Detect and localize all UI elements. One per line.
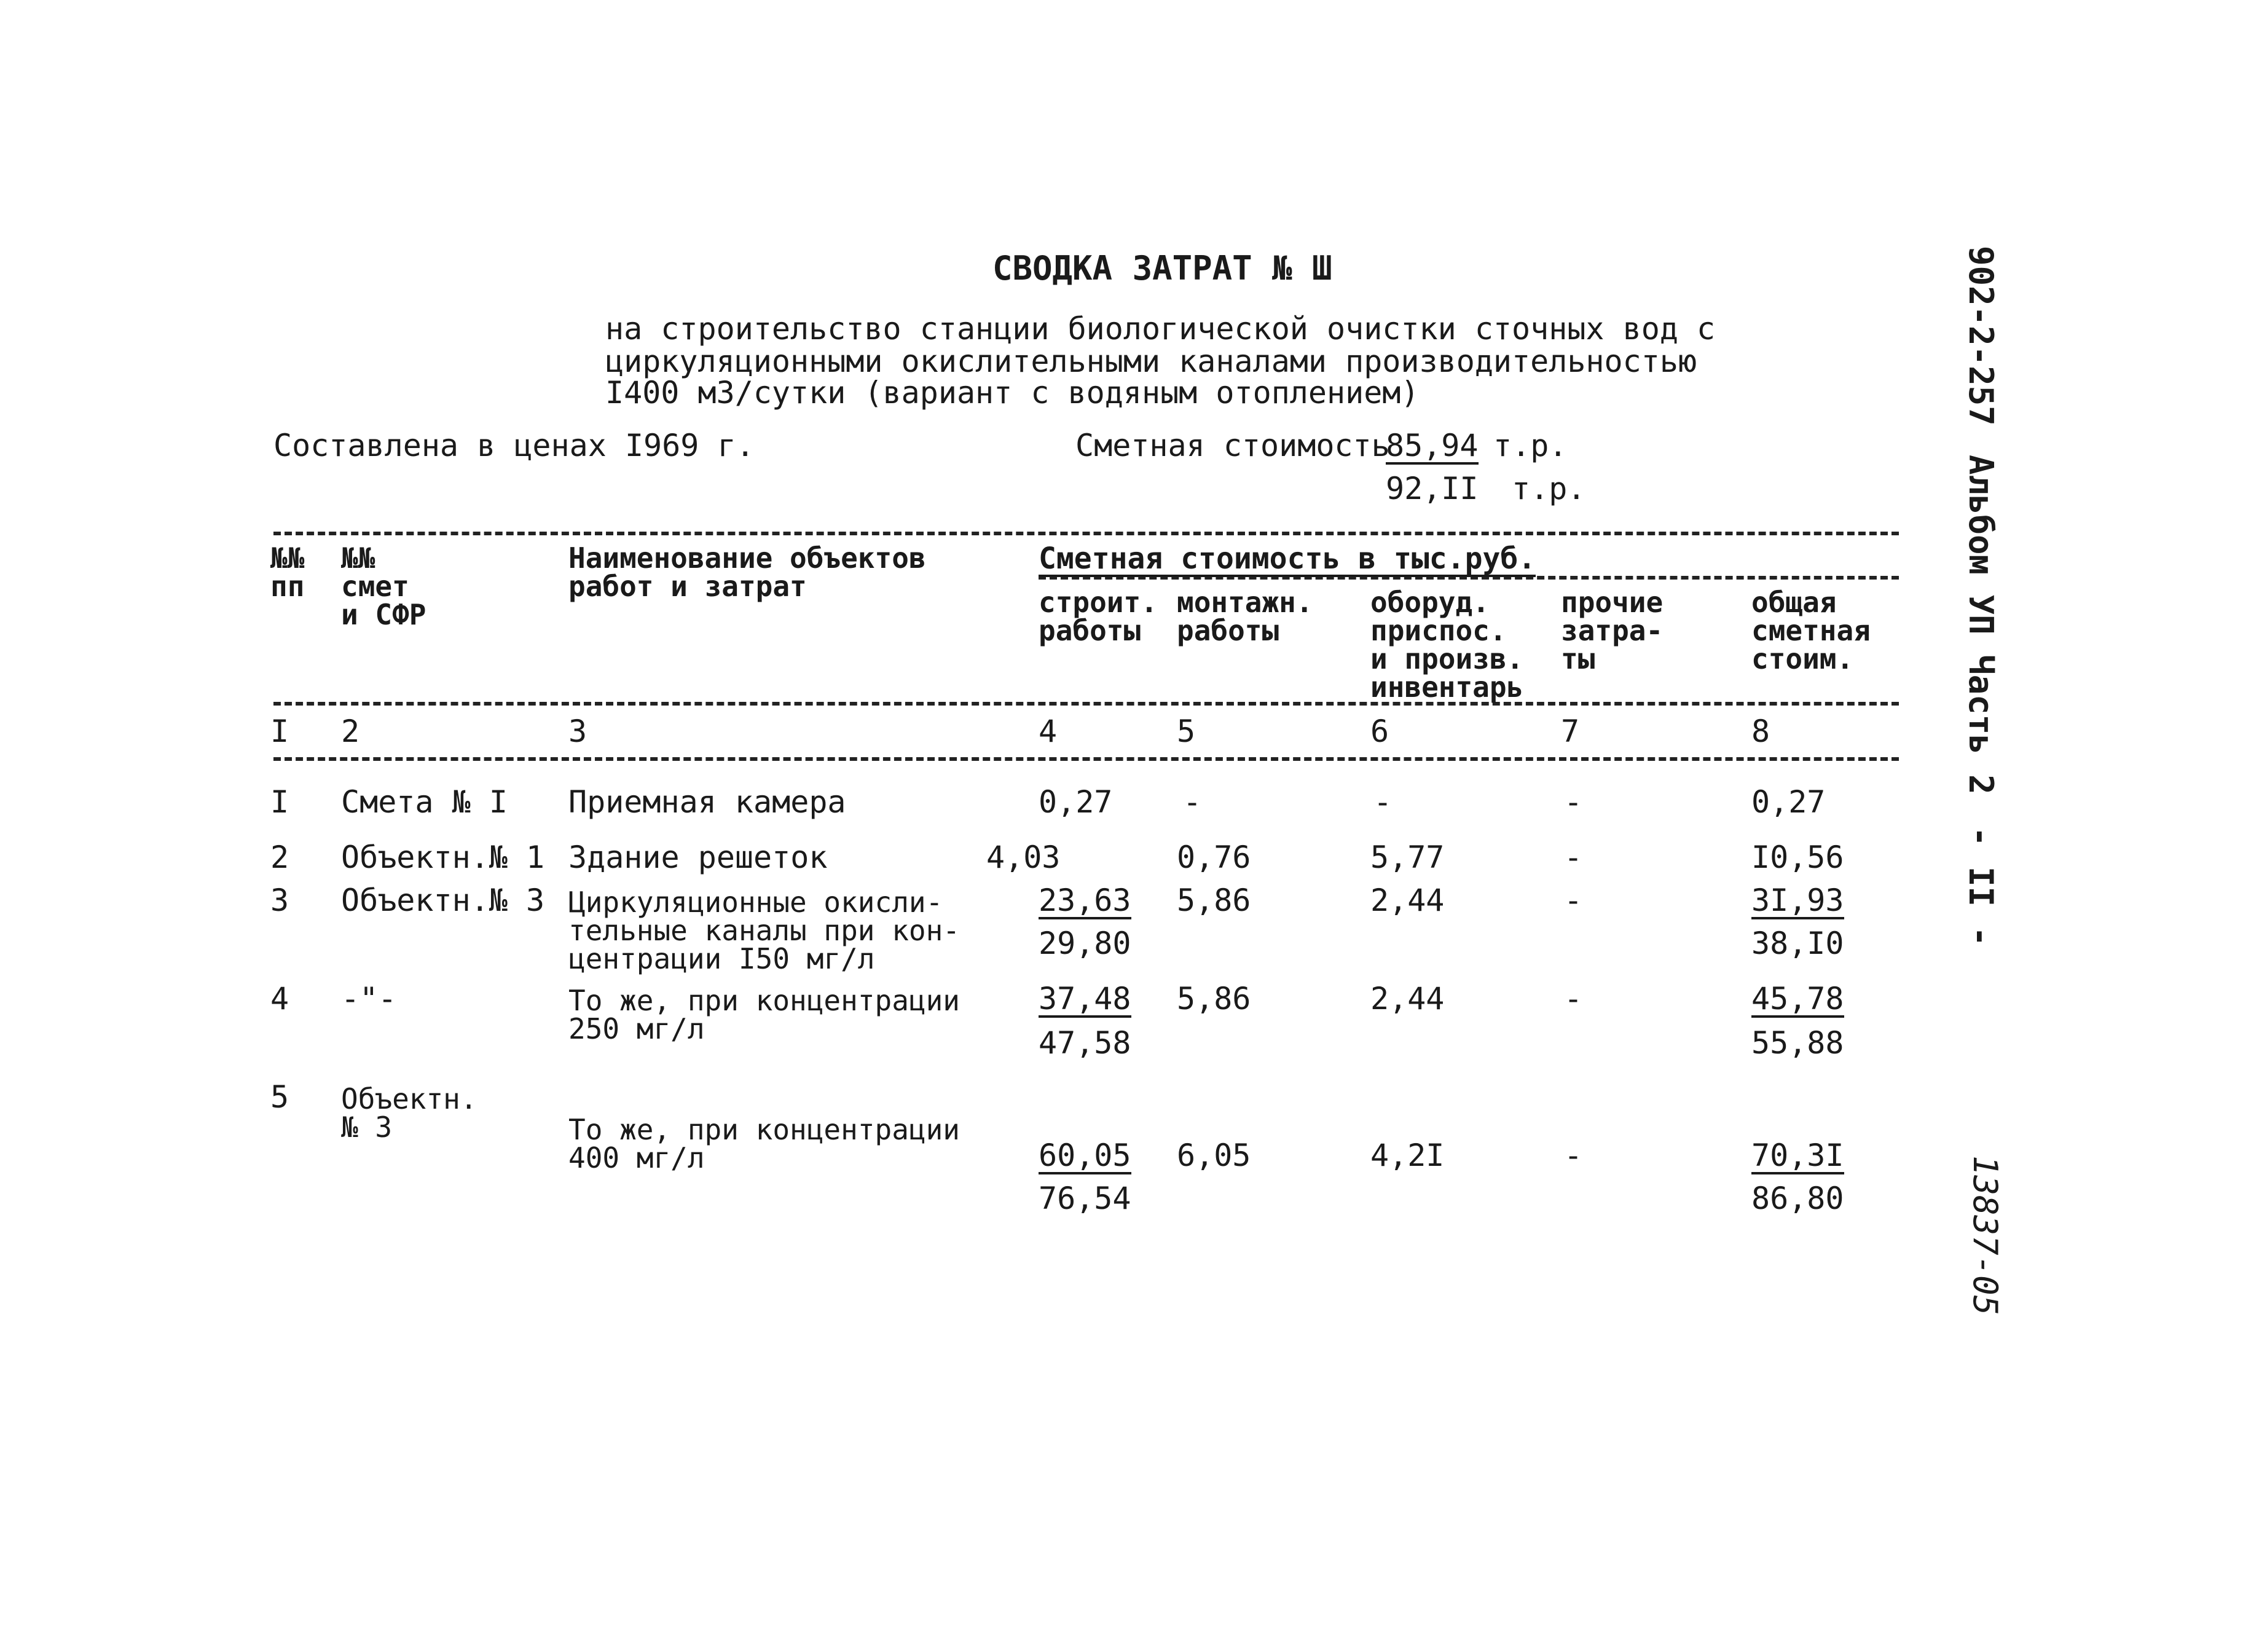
estimated-cost-label: Сметная стоимость — [1075, 428, 1390, 463]
header-equipment: оборуд. приспос. и произв. инвентарь — [1370, 586, 1524, 704]
row-equipment: 2,44 — [1370, 883, 1445, 918]
margin-album: Альбом УП Часть 2 — [1962, 455, 2000, 795]
column-number-1: I — [270, 714, 289, 749]
row-equipment: 2,44 — [1370, 981, 1445, 1017]
row-other: - — [1564, 883, 1583, 918]
header-row-number: №№ пп — [270, 541, 305, 603]
row-construction: 4,03 — [986, 840, 1061, 875]
estimated-cost-unit: т.р. — [1493, 428, 1568, 463]
estimated-cost-unit-2: т.р. — [1512, 471, 1586, 506]
row-estimate: -"- — [341, 981, 397, 1017]
row-total-alt: 86,80 — [1751, 1181, 1844, 1216]
row-estimate: Объектн.№ 3 — [341, 883, 545, 918]
header-bottom-rule — [273, 702, 1899, 706]
row-installation: 0,76 — [1177, 840, 1251, 875]
table-top-rule — [273, 532, 1899, 535]
column-numbers-rule — [273, 757, 1899, 761]
row-construction: 60,05 — [1039, 1138, 1131, 1173]
margin-number: 13837-05 — [1966, 1155, 2005, 1316]
row-estimate: Смета № I — [341, 784, 508, 820]
row-object-name: Приемная камера — [568, 784, 846, 820]
row-total: 70,3I — [1751, 1138, 1844, 1173]
row-other: - — [1564, 981, 1583, 1017]
header-installation-works: монтажн. работы — [1177, 586, 1313, 647]
row-equipment: 4,2I — [1370, 1138, 1445, 1173]
subtitle-line-1: на строительство станции биологической очистки сточных вод с — [605, 311, 1716, 347]
header-construction-works: строит. работы — [1039, 586, 1158, 647]
column-number-3: 3 — [568, 714, 587, 749]
column-number-8: 8 — [1751, 714, 1770, 749]
row-estimate: Объектн. № 3 — [341, 1082, 477, 1144]
row-total: 0,27 — [1751, 784, 1826, 820]
column-number-6: 6 — [1370, 714, 1389, 749]
row-total: I0,56 — [1751, 840, 1844, 875]
header-object-name: Наименование объектов работ и затрат — [568, 541, 926, 603]
header-group-estimated-cost: Сметная стоимость в тыс.руб. — [1039, 541, 1536, 576]
row-construction: 37,48 — [1039, 981, 1131, 1017]
row-installation: 6,05 — [1177, 1138, 1251, 1173]
margin-page: - II - — [1962, 827, 2000, 947]
row-construction: 23,63 — [1039, 883, 1131, 918]
margin-code: 902-2-257 — [1962, 246, 2000, 426]
estimated-cost-value-2: 92,II — [1386, 471, 1479, 506]
row-total: 3I,93 — [1751, 883, 1844, 918]
row-construction-alt: 76,54 — [1039, 1181, 1131, 1216]
row-equipment: 5,77 — [1370, 840, 1445, 875]
row-total-alt: 55,88 — [1751, 1025, 1844, 1061]
row-installation: 5,86 — [1177, 883, 1251, 918]
row-estimate: Объектн.№ 1 — [341, 840, 545, 875]
row-other: - — [1564, 1138, 1583, 1173]
header-estimate-number: №№ смет и СФР — [341, 541, 426, 631]
row-installation: - — [1183, 784, 1202, 820]
row-object-name: То же, при концентрации 400 мг/л — [568, 1113, 960, 1174]
row-construction-alt: 47,58 — [1039, 1025, 1131, 1061]
row-other: - — [1564, 840, 1583, 875]
row-number: 4 — [270, 981, 289, 1017]
row-number: 5 — [270, 1079, 289, 1115]
estimated-cost-value: 85,94 — [1386, 428, 1479, 463]
row-object-name: То же, при концентрации 250 мг/л — [568, 984, 960, 1045]
row-object-name: Здание решеток — [568, 840, 828, 875]
subtitle-line-2: циркуляционными окислительными каналами производительностью — [605, 344, 1697, 379]
prices-year-note: Составлена в ценах I969 г. — [273, 428, 755, 463]
header-other-costs: прочие затра- ты — [1561, 586, 1664, 675]
column-number-2: 2 — [341, 714, 360, 749]
column-number-7: 7 — [1561, 714, 1580, 749]
row-number: 3 — [270, 883, 289, 918]
row-other: - — [1564, 784, 1583, 820]
row-total: 45,78 — [1751, 981, 1844, 1017]
row-installation: 5,86 — [1177, 981, 1251, 1017]
column-number-5: 5 — [1177, 714, 1196, 749]
row-number: I — [270, 784, 289, 820]
document-title: СВОДКА ЗАТРАТ № Ш — [992, 249, 1332, 288]
header-total-cost: общая сметная стоим. — [1751, 586, 1871, 675]
row-construction: 0,27 — [1039, 784, 1113, 820]
row-object-name: Циркуляционные окисли- тельные каналы при кон- центрации I50 мг/л — [568, 886, 960, 975]
column-number-4: 4 — [1039, 714, 1058, 749]
row-total-alt: 38,I0 — [1751, 926, 1844, 961]
row-equipment: - — [1373, 784, 1393, 820]
row-number: 2 — [270, 840, 289, 875]
row-construction-alt: 29,80 — [1039, 926, 1131, 961]
subtitle-line-3: I400 м3/сутки (вариант с водяным отоплением) — [605, 375, 1420, 411]
